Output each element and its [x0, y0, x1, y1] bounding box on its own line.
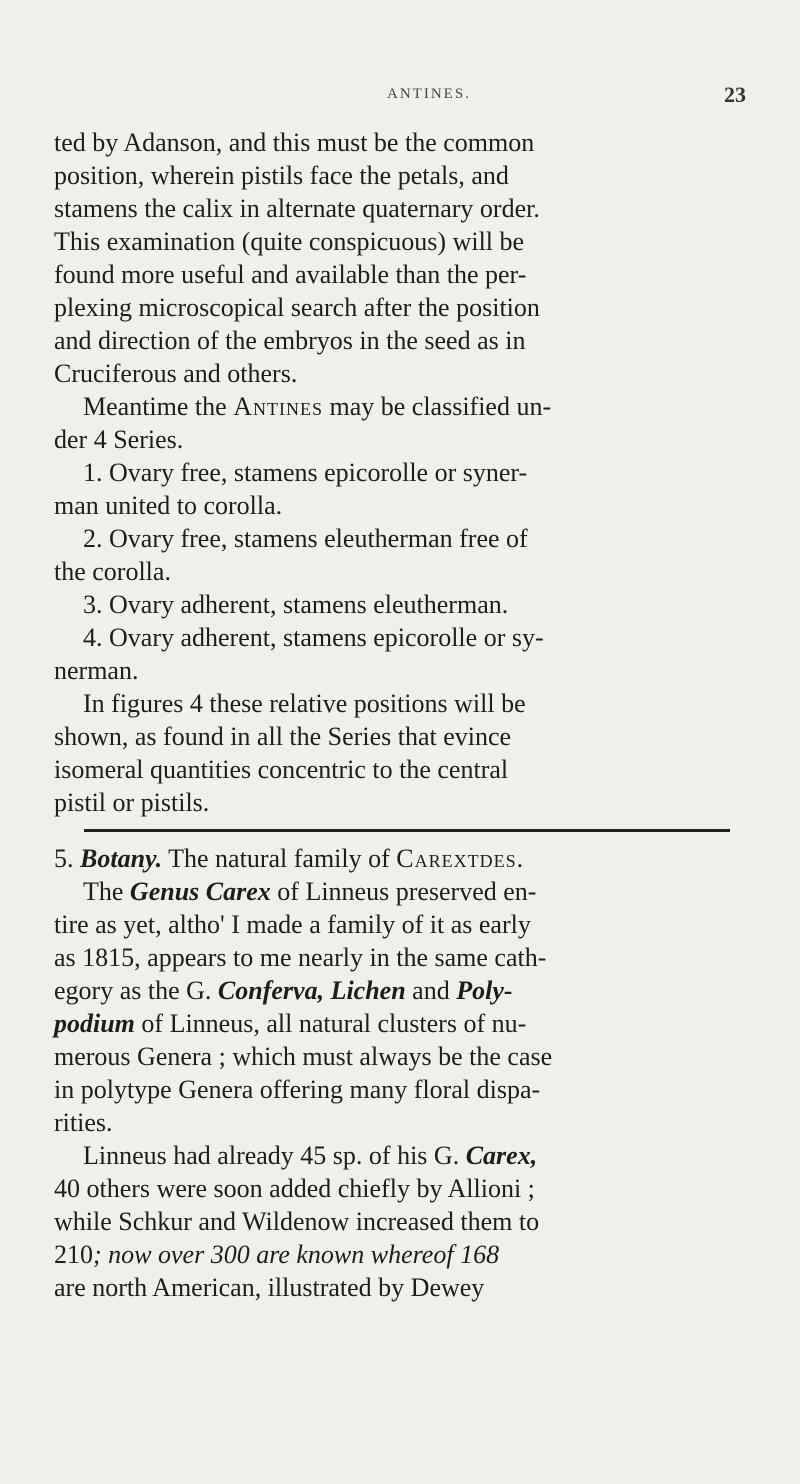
text-line: shown, as found in all the Series that evince	[54, 722, 512, 751]
text-line: ted by Adanson, and this must be the common	[54, 128, 535, 157]
section-divider	[84, 829, 730, 832]
text-line	[54, 390, 768, 423]
genus-name: Carex	[205, 877, 271, 906]
text-span: egory as the G.	[54, 976, 218, 1005]
text-line: plexing microscopical search after the position	[54, 293, 540, 322]
text-span: and	[405, 976, 457, 1005]
genus-name: Carex,	[465, 1141, 538, 1170]
text-line: in polytype Genera offering many floral dispa-	[54, 1075, 541, 1104]
text-line: nerman.	[54, 656, 139, 685]
text-line: while Schkur and Wildenow increased them to	[54, 1207, 540, 1236]
text-line: the corolla.	[54, 557, 171, 586]
text-line: as 1815, appears to me nearly in the same cath-	[54, 943, 547, 972]
text-line: In figures 4 these relative positions will be	[83, 689, 526, 718]
text-line: stamens the calix in alternate quaternary order.	[54, 194, 540, 223]
text-line: position, wherein pistils face the petals, and	[54, 161, 509, 190]
spacer	[54, 819, 768, 829]
genus-name: Conferva, Lichen	[217, 976, 406, 1005]
text-line: found more useful and available than the per-	[54, 260, 527, 289]
text-line	[54, 875, 768, 908]
section-heading-line	[54, 842, 768, 875]
section-number: 5.	[54, 844, 80, 873]
text-line: Cruciferous and others.	[54, 359, 298, 388]
text-span: The natural family of	[162, 844, 397, 873]
text-line: isomeral quantities concentric to the central	[54, 755, 509, 784]
text-span: of Linneus preserved en-	[270, 877, 537, 906]
page-body	[54, 126, 768, 1304]
text-line: 40 others were soon added chiefly by Allioni ;	[54, 1174, 535, 1203]
text-line: der 4 Series.	[54, 425, 184, 454]
family-name: Carextdes.	[396, 844, 525, 873]
antines-term: Antines	[233, 392, 323, 421]
page-header	[0, 82, 800, 116]
text-span: may be classified un-	[322, 392, 552, 421]
text-line	[54, 1238, 768, 1271]
section-title: Botany.	[80, 844, 163, 873]
text-line: man united to corolla.	[54, 491, 283, 520]
text-line: rities.	[54, 1108, 113, 1137]
genus-name: podium	[54, 1009, 135, 1038]
text-line: merous Genera ; which must always be the case	[54, 1042, 553, 1071]
text-span: Linneus had already 45 sp. of his G.	[83, 1141, 466, 1170]
text-span: Meantime the	[83, 392, 234, 421]
text-line: This examination (quite conspicuous) will be	[54, 227, 525, 256]
text-line: and direction of the embryos in the seed as in	[54, 326, 526, 355]
text-span: ; now over 300 are known whereof 168	[93, 1240, 500, 1269]
page-number: 23	[724, 82, 746, 107]
text-line: tire as yet, altho' I made a family of it as early	[54, 910, 531, 939]
running-head: ANTINES.	[387, 86, 471, 102]
text-line: pistil or pistils.	[54, 788, 210, 817]
text-line	[54, 974, 768, 1007]
series-item-1: 1. Ovary free, stamens epicorolle or syner-	[83, 458, 528, 487]
text-span: 210	[54, 1240, 93, 1269]
genus-name: Poly-	[456, 976, 513, 1005]
text-span: of Linneus, all natural clusters of nu-	[134, 1009, 527, 1038]
text-span: Genus	[129, 877, 200, 906]
text-span: The	[83, 877, 130, 906]
series-item-2: 2. Ovary free, stamens eleutherman free of	[83, 524, 528, 553]
text-line	[54, 1007, 768, 1040]
series-item-3: 3. Ovary adherent, stamens eleutherman.	[83, 590, 509, 619]
text-line	[54, 1139, 768, 1172]
series-item-4: 4. Ovary adherent, stamens epicorolle or sy-	[83, 623, 544, 652]
text-line: are north American, illustrated by Dewey	[54, 1273, 485, 1302]
